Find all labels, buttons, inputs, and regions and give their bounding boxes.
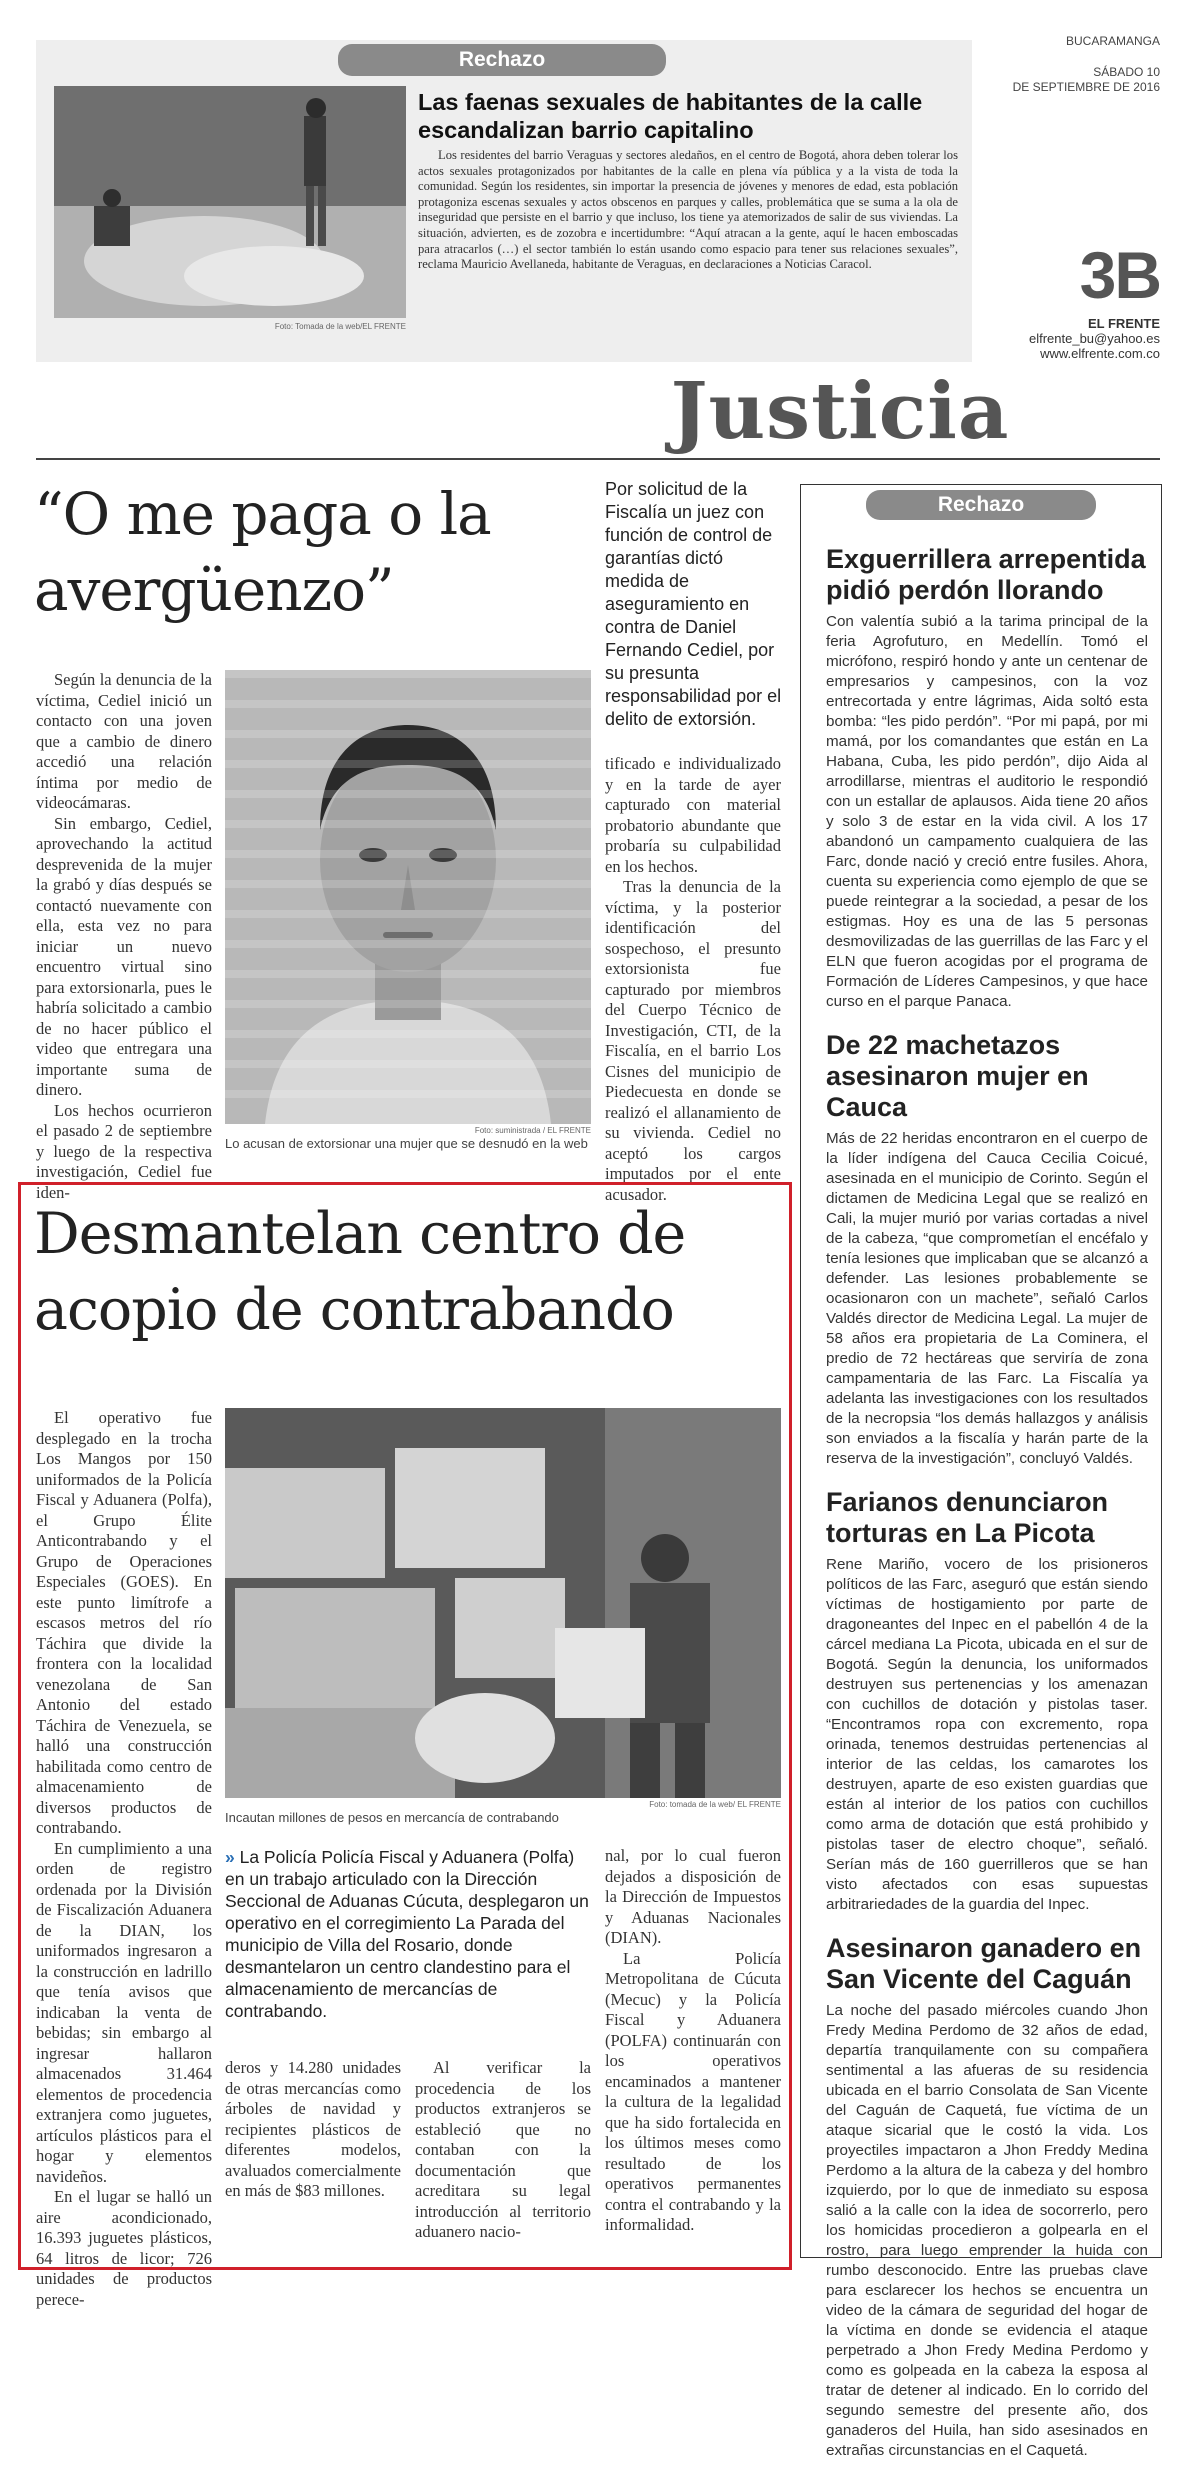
sidebar-item-body: La noche del pasado miércoles cuando Jhon Fredy Medina Perdomo de 32 años de edad, departía tranquilamente con su compañera sentimental a las afueras de su residencia ubicada en el barrio Consolata de San Vicente del Caguán de Caquetá, fue víctima de un ataque sicarial que le costó la vida. Los proyectiles impactaron a Jhon Freddy Medina Perdomo a la altura de la cabeza y del hombro izquierdo, por lo que de inmediato su esposa salió a la calle con la idea de socorrerlo, pero los homicidas procedieron a golpearla en el rostro, para luego emprender la huida con rumbo desconocido. Entre las pruebas clave para esclarecer los hechos se encuentra un video de la cámara de seguridad del hogar de la víctima en donde se evidencia el ataque perpetrado a Jhon Fredy Medina Perdomo y como es golpeada en la cabeza la esposa al tratar de detener al indicado. En lo corrido del segundo semestre del presente año, dos ganaderos del Huila, han sido asesinados en extrañas circunstancias en el Caquetá. — [826, 2002, 1148, 2459]
top-box-tag: Rechazo — [338, 44, 666, 76]
sidebar-item-body: Con valentía subió a la tarima principal de la feria Agrofuturo, en Medellín. Tomó el micrófono, respiró hondo y ante un centenar de empresarios y campesinos, con la voz entrecortada y entre lágrimas, Aida soltó esta bomba: “les pido perdón”. “Por mi papá, por mi mamá, por los comandantes que están en La Habana, Cuba, les pido perdón”, dijo Aida al arrodillarse, mientras el auditorio le respondió con un estallar de aplausos. Aida tiene 20 años y solo 3 de estar en la vida civil. A los 17 abandonó un campamento cualquiera de las Farc, donde nació y creció entre fusiles. Ahora, cuenta su experiencia como ejemplo de que se puede reintegrar a la sociedad, a pesar de los estigmas. Hoy es una de las 5 personas desmovilizadas de las guerrillas de las Farc y el ELN que fueron acogidas por el programa de Formación de Líderes Campesinos, y que hace curso en el parque Panaca. — [826, 613, 1148, 1010]
article2-col-d — [605, 1846, 781, 2236]
article1-photo — [225, 670, 591, 1124]
article2-lead: La Policía Policía Fiscal y Aduanera (Polfa) en un trabajo articulado con la Dirección Seccional de Aduanas Cúcuta, desplegaron un operativo en el corregimiento La Parada del municipio de Villa del Rosario, donde desmantelaron un centro clandestino para el almacenamiento de mercancías de contrabando. — [225, 1847, 589, 2021]
street-scene-illustration — [54, 86, 406, 318]
article2-col-b — [225, 2058, 401, 2202]
sidebar-item-headline: De 22 machetazos asesinaron mujer en Cauca — [826, 1030, 1089, 1122]
sidebar-item-headline: Exguerrillera arrepentida pidió perdón llorando — [826, 544, 1146, 605]
article2-lead-block — [225, 1846, 595, 2022]
sidebar-item-headline: Farianos denunciaron torturas en La Picota — [826, 1487, 1109, 1548]
article2-col-d-p1: nal, por lo cual fueron dejados a disposición de la Dirección de Impuestos y Aduanas Nacionales (DIAN). — [605, 1846, 781, 1947]
article1-col1-p2: Sin embargo, Cediel, aprovechando la actitud desprevenida de la mujer la grabó y días después se contactó nuevamente con ella, esta vez no para iniciar un nuevo encuentro virtual sino para extorsionarla, pues le habría solicitado a cambio de no hacer público el video que entregara una importante suma de dinero. — [36, 813, 212, 1099]
article1-photo-credit: Foto: suministrada / EL FRENTE — [474, 1126, 591, 1135]
sidebar-item-body: Más de 22 heridas encontraron en el cuerpo de la líder indígena del Cauca Cecilia Coicué, asesinada en el municipio de Corinto. Según el dictamen de Medicina Legal que se realizó en Cali, la mujer murió por varias cortadas a nivel de la cabeza, “que comprometían el encéfalo y tenía lesiones que implicaban que se alcanzó a defender. Las lesiones probablemente se ocasionaron con un machete”, señaló Carlos Valdés director de Medicina Legal. La mujer de 58 años era propietaria de La Cominera, el predio de 72 hectáreas que serviría de zona campamentaria de las Farc. La Fiscalía ya adelanta las investigaciones con los resultados de la necropsia “los demás hallazgos y análisis son enviados a la fiscalía y harán parte de la reserva de la investigación”, concluyó Valdés. — [826, 1130, 1148, 1467]
sidebar-item — [826, 544, 1148, 1012]
article2-col-d-p2: La Policía Metropolitana de Cúcuta (Mecuc) y la Policía Fiscal y Aduanera (POLFA) continuarán con los operativos encaminados a mantener la cultura de la legalidad que ha sido fortalecida en los últimos meses como resultado de los operativos permanentes contra el contrabando y la informalidad. — [605, 1948, 781, 2234]
article1-col3-p2: Tras la denuncia de la víctima, y la posterior identificación del sospechoso, el presunto extorsionista fue capturado por miembros del Cuerpo Técnico de Investigación, CTI, de la Fiscalía, en el barrio Los Cisnes del municipio de Piedecuesta en donde se realizó el allanamiento de su vivienda. Cediel no aceptó los cargos imputados por el ente acusador. — [605, 877, 781, 1204]
sidebar-item-body: Rene Mariño, vocero de los prisioneros políticos de las Farc, aseguró que están siendo víctimas de hostigamiento por parte de dragoneantes del Inpec en el pabellón 4 de la cárcel mediana La Picota, ubicada en el sur de Bogotá. Según la denuncia, los uniformados destruyen sus pertenencias y los amenazan con cuchillos de dotación y pistolas taser. “Encontramos ropa con excremento, ropa orinada, tenemos destruidas pertenencias al interior de las celdas, los camarotes los destruyen, aparte de eso existen guardias que están al interior de los patios con cuchillos como arma de dotación que está prohibido y pistolas taser de electro choque”, señaló. Serían más de 160 guerrilleros que se han visto afectados con esas supuestas arbitrariedades de la guardia del Inpec. — [826, 1556, 1148, 1913]
sidebar-tag: Rechazo — [866, 490, 1096, 520]
portrait-illustration — [225, 670, 591, 1124]
sidebar-item — [826, 1933, 1148, 2461]
top-box-photo — [54, 86, 406, 318]
article1-lead: Por solicitud de la Fiscalía un juez con función de control de garantías dictó medida de aseguramiento en contra de Daniel Fernando Cediel, por su presunta responsabilidad por el delito de extorsión. — [605, 479, 782, 729]
article2-col1-p3: En el lugar se halló un aire acondicionado, 16.393 juguetes plásticos, 64 litros de licor; 726 unidades de productos perece- — [36, 2187, 212, 2309]
paper-email: elfrente_bu@yahoo.es — [1028, 331, 1160, 346]
article1-col3 — [605, 754, 781, 1205]
article2-photo-credit: Foto: tomada de la web/ EL FRENTE — [649, 1800, 781, 1809]
paper-name: EL FRENTE — [1088, 316, 1160, 331]
top-box-body: Los residentes del barrio Veraguas y sectores aledaños, en el centro de Bogotá, ahora deben tolerar los actos sexuales protagonizados por habitantes de la calle en plena vía pública y a la vista de toda la comunidad. Según los residentes, sin importar la presencia de jóvenes y menores de edad, esta población protagoniza escenas sexuales y actos obscenos en parques y calles, problemática que se suma a la ola de inseguridad que persiste en el barrio y que incluso, los tiene ya atemorizados de salir de sus viviendas. La situación, advierten, es de zozobra e incertidumbre: “Aquí atracan a la gente, aquí le hacen emboscadas para atracarlos (…) el sector también lo están usando como espacio para tener sus relaciones sexuales”, reclama Mauricio Avellaneda, habitante de Veraguas, en declaraciones a Noticias Caracol. — [418, 148, 958, 272]
sidebar-content — [826, 544, 1148, 2479]
article2-col-c-p1: Al verificar la procedencia de los productos extranjeros se estableció que no contaban con la documentación que acreditara su legal introducción al territorio aduanero nacio- — [415, 2058, 591, 2241]
article1-headline: “O me paga o la avergüenzo” — [34, 480, 491, 624]
article1-col1-p1: Según la denuncia de la víctima, Cediel inició un contacto con una joven que a cambio de dinero accedió una relación íntima por medio de videocámaras. — [36, 670, 212, 812]
sidebar-item — [826, 1030, 1148, 1469]
page-number: 3B — [1079, 238, 1160, 312]
sidebar-item-headline: Asesinaron ganadero en San Vicente del Caguán — [826, 1933, 1142, 1994]
article2-col1-p1: El operativo fue desplegado en la trocha Los Mangos por 150 uniformados de la Policía Fiscal y Aduanera (Polfa), el Grupo Élite Anticontrabando y el Grupo de Operaciones Especiales (GOES). En este punto limítrofe a escasos metros del río Táchira que divide la frontera con la localidad venezolana de San Antonio del estado Táchira de Venezuela, se halló una construcción habilitada como centro de almacenamiento de diversos productos de contrabando. — [36, 1408, 212, 1837]
warehouse-illustration — [225, 1408, 781, 1798]
paper-website: www.elfrente.com.co — [1040, 346, 1160, 361]
city: BUCARAMANGA — [1065, 34, 1160, 48]
article1-caption: Lo acusan de extorsionar una mujer que se desnudó en la web — [225, 1136, 588, 1151]
top-box-headline: Las faenas sexuales de habitantes de la calle escandalizan barrio capitalino — [418, 89, 923, 143]
article2-headline: Desmantelan centro de acopio de contrabando — [34, 1201, 686, 1343]
article2-photo — [225, 1408, 781, 1798]
section-title: Justicia — [670, 366, 1010, 457]
article1-col3-p1: tificado e individualizado y en la tarde de ayer capturado con material probatorio abundante que probaría su culpabilidad en los hechos. — [605, 754, 781, 876]
article2-caption: Incautan millones de pesos en mercancía de contrabando — [225, 1810, 559, 1825]
article2-col1 — [36, 1408, 212, 2310]
top-box-photo-credit: Foto: Tomada de la web/EL FRENTE — [274, 322, 406, 331]
header-rule — [36, 458, 1160, 460]
lead-arrow-icon: » — [225, 1847, 235, 1867]
article1-col1 — [36, 670, 212, 1203]
paper-info — [980, 316, 1160, 361]
article2-col1-p2: En cumplimiento a una orden de registro ordenada por la División de Fiscalización Aduanera de la DIAN, los uniformados ingresaron a la construcción en ladrillo que tenía avisos que indicaban la venta de bebidas; sin embargo al ingresar hallaron almacenados 31.464 elementos de procedencia extranjera como juguetes, artículos plásticos para el hogar y elementos navideños. — [36, 1838, 212, 2186]
sidebar-item — [826, 1487, 1148, 1915]
date-line1: SÁBADO 10 — [1093, 65, 1160, 79]
article2-col-b-p1: deros y 14.280 unidades de otras mercancías como árboles de navidad y recipientes plásticos de diferentes modelos, avaluados comercialmente en más de $83 millones. — [225, 2058, 401, 2200]
article2-col-c — [415, 2058, 591, 2243]
header-date-block — [1000, 34, 1160, 95]
article1-col1-p3: Los hechos ocurrieron el pasado 2 de septiembre y luego de la respectiva investigación, Cediel fue iden- — [36, 1100, 212, 1202]
date-line2: DE SEPTIEMBRE DE 2016 — [1012, 80, 1160, 94]
